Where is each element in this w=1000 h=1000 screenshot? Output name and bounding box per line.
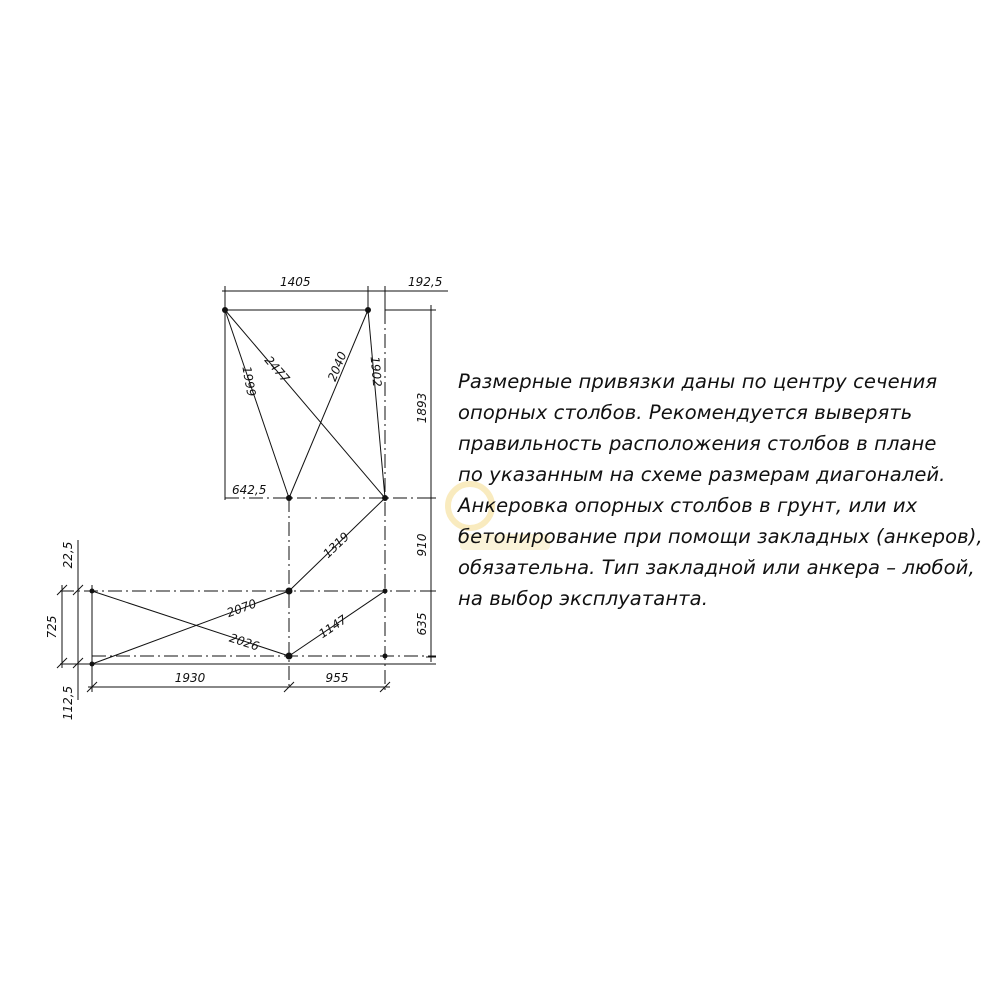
diagonal-2070: [92, 591, 289, 664]
dim-910: 910: [415, 533, 429, 557]
dim-642-5: 642,5: [232, 483, 267, 497]
diag-2070-label: 2070: [224, 596, 259, 621]
note-line: опорных столбов. Рекомендуется выверять: [458, 401, 913, 424]
dim-1893: 1893: [415, 392, 429, 424]
note-line: правильность расположения столбов в плане: [458, 432, 937, 455]
diagonal-2040: [289, 310, 368, 498]
pillar-marker: [286, 588, 293, 595]
pillar-marker: [286, 495, 292, 501]
dim-22-5: 22,5: [61, 541, 75, 569]
dim-955: 955: [325, 671, 349, 685]
dim-1930: 1930: [174, 671, 206, 685]
diag-2477-label: 2477: [261, 353, 293, 386]
pillar-marker: [222, 307, 228, 313]
diagonal-1999: [225, 310, 289, 498]
diagonal-2026: [92, 591, 289, 656]
note-line: по указанным на схеме размерам диагоналей.: [458, 463, 946, 486]
pillar-marker: [90, 662, 95, 667]
note-line: Размерные привязки даны по центру сечения: [458, 370, 938, 393]
pillar-marker: [383, 589, 388, 594]
instruction-note: [458, 366, 983, 614]
diag-1902-label: 1902: [367, 355, 385, 388]
dim-192-5: 192,5: [408, 275, 443, 289]
note-line: обязательна. Тип закладной или анкера – любой,: [458, 556, 975, 579]
note-line: бетонирование при помощи закладных (анкеров),: [458, 525, 983, 548]
dim-112-5: 112,5: [61, 685, 75, 721]
pillar-marker: [365, 307, 371, 313]
diag-2040-label: 2040: [325, 349, 350, 384]
pillar-marker: [382, 495, 388, 501]
dim-725: 725: [45, 615, 59, 639]
note-line: на выбор эксплуатанта.: [458, 587, 708, 610]
diag-2026-label: 2026: [227, 630, 261, 654]
diag-1999-label: 1999: [239, 365, 259, 398]
dim-635: 635: [415, 612, 429, 636]
pillar-marker: [383, 654, 388, 659]
dim-1405: 1405: [280, 275, 311, 289]
diag-1319-label: 1319: [320, 529, 353, 561]
diagonal-1902: [368, 310, 385, 498]
pillar-marker: [90, 589, 95, 594]
pillar-marker: [286, 653, 293, 660]
diagonal-2477: [225, 310, 385, 498]
diag-1147-label: 1147: [316, 612, 350, 642]
note-line: Анкеровка опорных столбов в грунт, или их: [458, 494, 918, 517]
